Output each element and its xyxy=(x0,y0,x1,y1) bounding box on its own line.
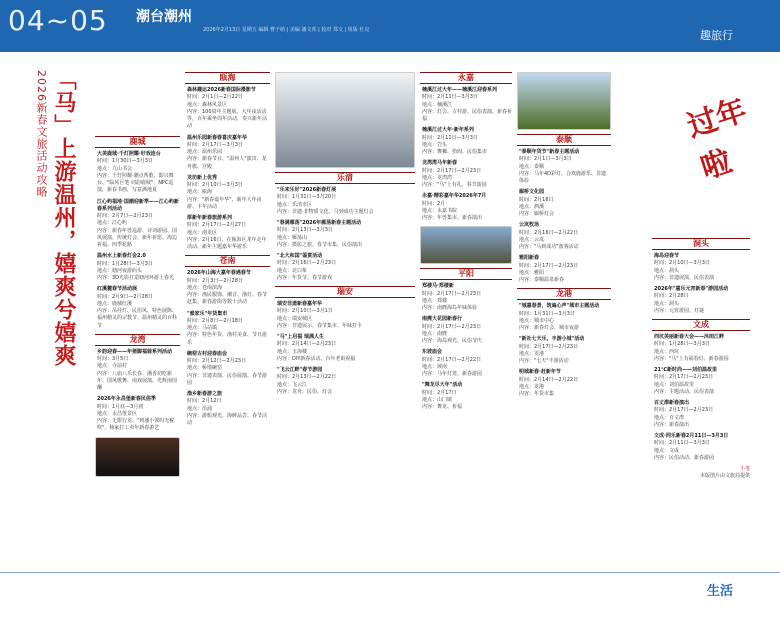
city-header-yueqing: 乐清 xyxy=(275,172,415,184)
city-header-ouhai: 瓯海 xyxy=(185,72,270,84)
column-yueqing-ruian xyxy=(275,70,415,565)
event-item: 大美鹿城·千灯照耀·好戏连台 时间：1月30日—3月3日 地点：九山书会 内容：千灯照耀·潮点帮歌，即兴舞台、"临风巨笔 词韵鹿城"，NPC巡演，新春书画，写意满地夏 xyxy=(97,151,174,194)
event-item: 2026年"嘉乐元宵新春"游园活动 时间：2月28日 地点：洞头 内容：元宵游园、灯谜 xyxy=(654,286,729,314)
column-taishun-longgang xyxy=(517,70,611,565)
event-item: "城嘉春景，筑遍心声"城市主题活动 时间：1月31日—3月3日 地点：城市中心 内容：新春灯会、城市夜游 xyxy=(519,303,600,331)
photo-scenery xyxy=(275,72,415,168)
event-item: 龙湾湾马年新春 时间：2月17日—2月23日 地点：龙湾湾 内容："马"上有礼、春节游园 xyxy=(422,160,487,188)
event-item: 雅阳新春 时间：2月17日—2月23日 地点：雅阳 内容：泰顺温泉新春 xyxy=(519,255,579,283)
event-item: 云岚牧场 时间：2月16日—2月22日 地点：云岚 内容："马到成功"游客活动 xyxy=(519,222,579,250)
cover-subtitle: 2026新春文旅活动攻略 xyxy=(35,70,48,198)
event-item: "渔家乐"年货集市 时间：2月8日—2月18日 地点：马站镇 内容：特色年货、渔村美食、节日游乐 xyxy=(187,310,268,346)
page-number: 04~05 xyxy=(8,4,108,37)
event-item: 海岛迎春节 时间：2月10日—3月3日 地点：洞头 内容：非遗展演、民俗表演 xyxy=(654,253,715,281)
event-item: 东坡庙会 时间：2月17日—2月22日 地点：坡南 内容：马年灯笼、新春游园 xyxy=(422,349,483,377)
city-header-longgang: 龙港 xyxy=(517,288,611,300)
photo-windmill xyxy=(517,72,611,130)
event-item: 百丈漈新春演出 时间：2月17日—2月23日 地点：百丈漈 内容：新春演出 xyxy=(654,400,714,428)
event-item: 森林趣运2026新春国际摄影节 时间：2月1日—2月22日 地点：森林风景区 内容：100周年主题展、大年夜活动等，百年乘坐周年活动，奏兴新年活动 xyxy=(187,87,268,130)
event-item: "马"上启福 瑞满人生 时间：2月14日—2月23日 地点：玉海楼 内容：DIY新春活动、百年老街祝福 xyxy=(277,334,356,362)
city-header-ruian: 瑞安 xyxy=(275,286,415,298)
event-item: 瑞安非遗新春嘉年华 时间：2月10日—3月1日 地点：瑞安城区 内容：非遗展示、春节集市、年味打卡 xyxy=(277,301,363,329)
column-yongjia-pingyang xyxy=(420,70,512,565)
section-title: 趣旅行 xyxy=(700,29,733,42)
page-info: 2026年2月13日 星期五 编辑 曹子萌 | 美编 潘文邦 | 校对 郑文 | 组版 杜克 xyxy=(203,27,370,33)
event-item: 龙坊新上优秀 时间：2月10日—3月3日 地点：瓯海 内容："新春嘉年华"、新年大年夜游、丰年活动 xyxy=(187,174,262,210)
event-item: 2026年山海大嘉年春遇春节 时间：2月3日—2月28日 地点：苍南滨海 内容：渔民服饰、潮音、渔灯、春节赶集、新春游街等数十活动 xyxy=(187,270,268,306)
city-header-yongjia: 永嘉 xyxy=(420,72,512,84)
event-item: 永嘉·精彩嘉年华2026年7月 时间：2月 地点：永嘉书院 内容：年兽集市、新春演出 xyxy=(422,193,487,221)
event-item: "舞龙尽大年"活动 时间：2月17日 地点：山门镇 内容：舞龙、祈福 xyxy=(422,382,463,410)
event-item: 楠溪江过大年·新年系列 时间：2月11日—3月3日 地点：岩头 内容：舞狮、抬阁、民俗集市 xyxy=(422,127,488,155)
reporter: 小笔 xyxy=(739,466,750,472)
city-header-taishun: 泰顺 xyxy=(517,134,611,146)
event-item: 廊桥文化园 时间：2月16日 地点：泗溪 内容：廊桥灯会 xyxy=(519,189,555,217)
event-item: 21℃新时尚——刘伯温故里 时间：2月17日—2月23日 地点：刘伯温故里 内容：主题活动、民俗表演 xyxy=(654,367,718,395)
photo-credit: 本版图片由文旅局提供 xyxy=(699,473,750,480)
event-item: "春满雁荡"2026年雁荡新春主题活动 时间：2月13日—3月3日 地点：雁荡山 内容：摄影之旅、春节市集、民俗演出 xyxy=(277,220,363,248)
brand-logo: 潮台潮州 xyxy=(136,9,192,25)
event-item: 渔乡新春游之旅 时间：2月12日 地点：沿浦 内容：游船观光、海鲜品尝、春节活动 xyxy=(187,391,268,426)
column-ouhai xyxy=(185,70,270,565)
photo-lucheng xyxy=(95,437,180,477)
event-item: 2026年永昌堡新春民俗季 时间：1月底—3月初 地点：永昌堡景区 内容：无限行龙、"到潘小领吗无税吹"，杨家打工卖年新春游艺 xyxy=(97,396,175,432)
column-dongtou-wencheng xyxy=(652,236,750,621)
photo-yongjia xyxy=(420,226,512,264)
event-item: 文成·同乐新春2月11日—3月3日 时间：2月11日—3月3日 地点：文成 内容：民俗活动、新春游园 xyxy=(654,433,729,461)
hero-calligraphy: 过年啦 xyxy=(683,92,751,187)
event-item: 明城新春·赶新年节 时间：2月14日—2月22日 地点：龙港 内容：年货市集 xyxy=(519,369,579,397)
cover-title: 「马」上游温州，嬉爽兮嬉爽 xyxy=(51,68,76,367)
event-item: "乐来乐好"2026新春灯展 时间：1月31日—3月20日 地点：乐清市区 内容：非遗·非物质文化、马到成功主题灯会 xyxy=(277,187,374,215)
event-item: 碗窑古村迎春庙会 时间：2月12日—2月23日 地点：桥墩碗窑 内容：非遗表演、民俗展演、春节游园 xyxy=(187,350,268,386)
event-item: "飞云江畔"春节游园 时间：2月13日—2月22日 地点：飞云江 内容：龙舟、民俗、灯会 xyxy=(277,367,337,395)
city-header-dongtou: 洞头 xyxy=(652,238,750,250)
event-item: 温州水上新春灯会2.0 时间：1月28日—3月3日 地点：塘河夜游码头 内容：3D光影打造塘河环游上春光 xyxy=(97,253,175,281)
event-item: 温州乐园新春春喜庆嘉年华 时间：2月17日—3月3日 地点：温州乐园 内容：新春节目、"温州人"演出、龙舟旗、宫殿 xyxy=(187,134,267,170)
event-item: "北大和国"鉴赏活动 时间：2月16日—2月23日 地点：北白象 内容：年货节、春节游戏 xyxy=(277,253,337,281)
event-item: 江心屿福地·国潮迎新季——江心屿新春系列活动 时间：2月7日—2月23日 地点：江心屿 内容：新春年兽巡游、诗词游园、国风展演、传统灯会、新年祈愿、海边祈福、四季花路 xyxy=(97,198,179,248)
event-item: 西坑美丽新春大会——沐雨江畔 时间：1月28日—3月3日 地点：西坑 内容："马"上有福春灯、新春游园 xyxy=(654,334,729,362)
event-item: "新社七天乐，丰游小城"活动 时间：2月17日—2月23日 地点：龙港 内容："七天"丰游活动 xyxy=(519,336,585,364)
event-item: 楠溪江过大年——楠溪江迎春系列 时间：2月11日—3月3日 地点：楠溪江 内容：灯会、古村游、民俗表演、新春祈福 xyxy=(422,87,512,122)
city-header-pingyang: 平阳 xyxy=(420,268,512,280)
city-header-lucheng: 鹿城 xyxy=(95,136,180,148)
event-item: 乡韵迎春——年猪脚福骑系列活动 时间：3月5日 地点：寺前村 内容：八庙八乐长春、潘香切吃新年、国风歌舞、南戏展演、光辉南国酬 xyxy=(97,348,178,391)
event-item: "泰顺年货节"新春主题活动 时间：2月1日—3月3日 地点：泰顺 内容：马年4D彩灯、合欢鹿游乐、非遗体验 xyxy=(519,149,607,184)
event-item: 南麂大花园新春行 时间：2月17日—2月23日 地点：南麂 内容：海岛观光、民俗节庆 xyxy=(422,316,483,344)
column-lucheng xyxy=(95,134,180,621)
event-item: 红溪麓春节活动展 时间：2月9日—2月28日 地点：鹿城红溪 内容：吊挂灯、民俗风、特色展陈、福州精灵的宗教节、温州精灵的百科节 xyxy=(97,286,178,329)
event-item: 厚新年新春旅游系列 时间：2月17日—2月27日 地点：南龙区 内容：2月16日，在瓯海区龙年走年活动、新年主题嘉年华游乐 xyxy=(187,215,267,250)
life-logo: 生活 xyxy=(707,584,734,599)
city-header-cangnan: 苍南 xyxy=(185,255,270,267)
city-header-longwan: 龙湾 xyxy=(95,334,180,346)
city-header-wencheng: 文成 xyxy=(652,319,750,331)
page-header xyxy=(0,0,780,52)
event-item: 郑楼马·郑楼新 时间：2月17日—2月23日 地点：郑楼 内容：南麂海岛年味体验 xyxy=(422,283,482,311)
footer-divider xyxy=(0,572,780,573)
